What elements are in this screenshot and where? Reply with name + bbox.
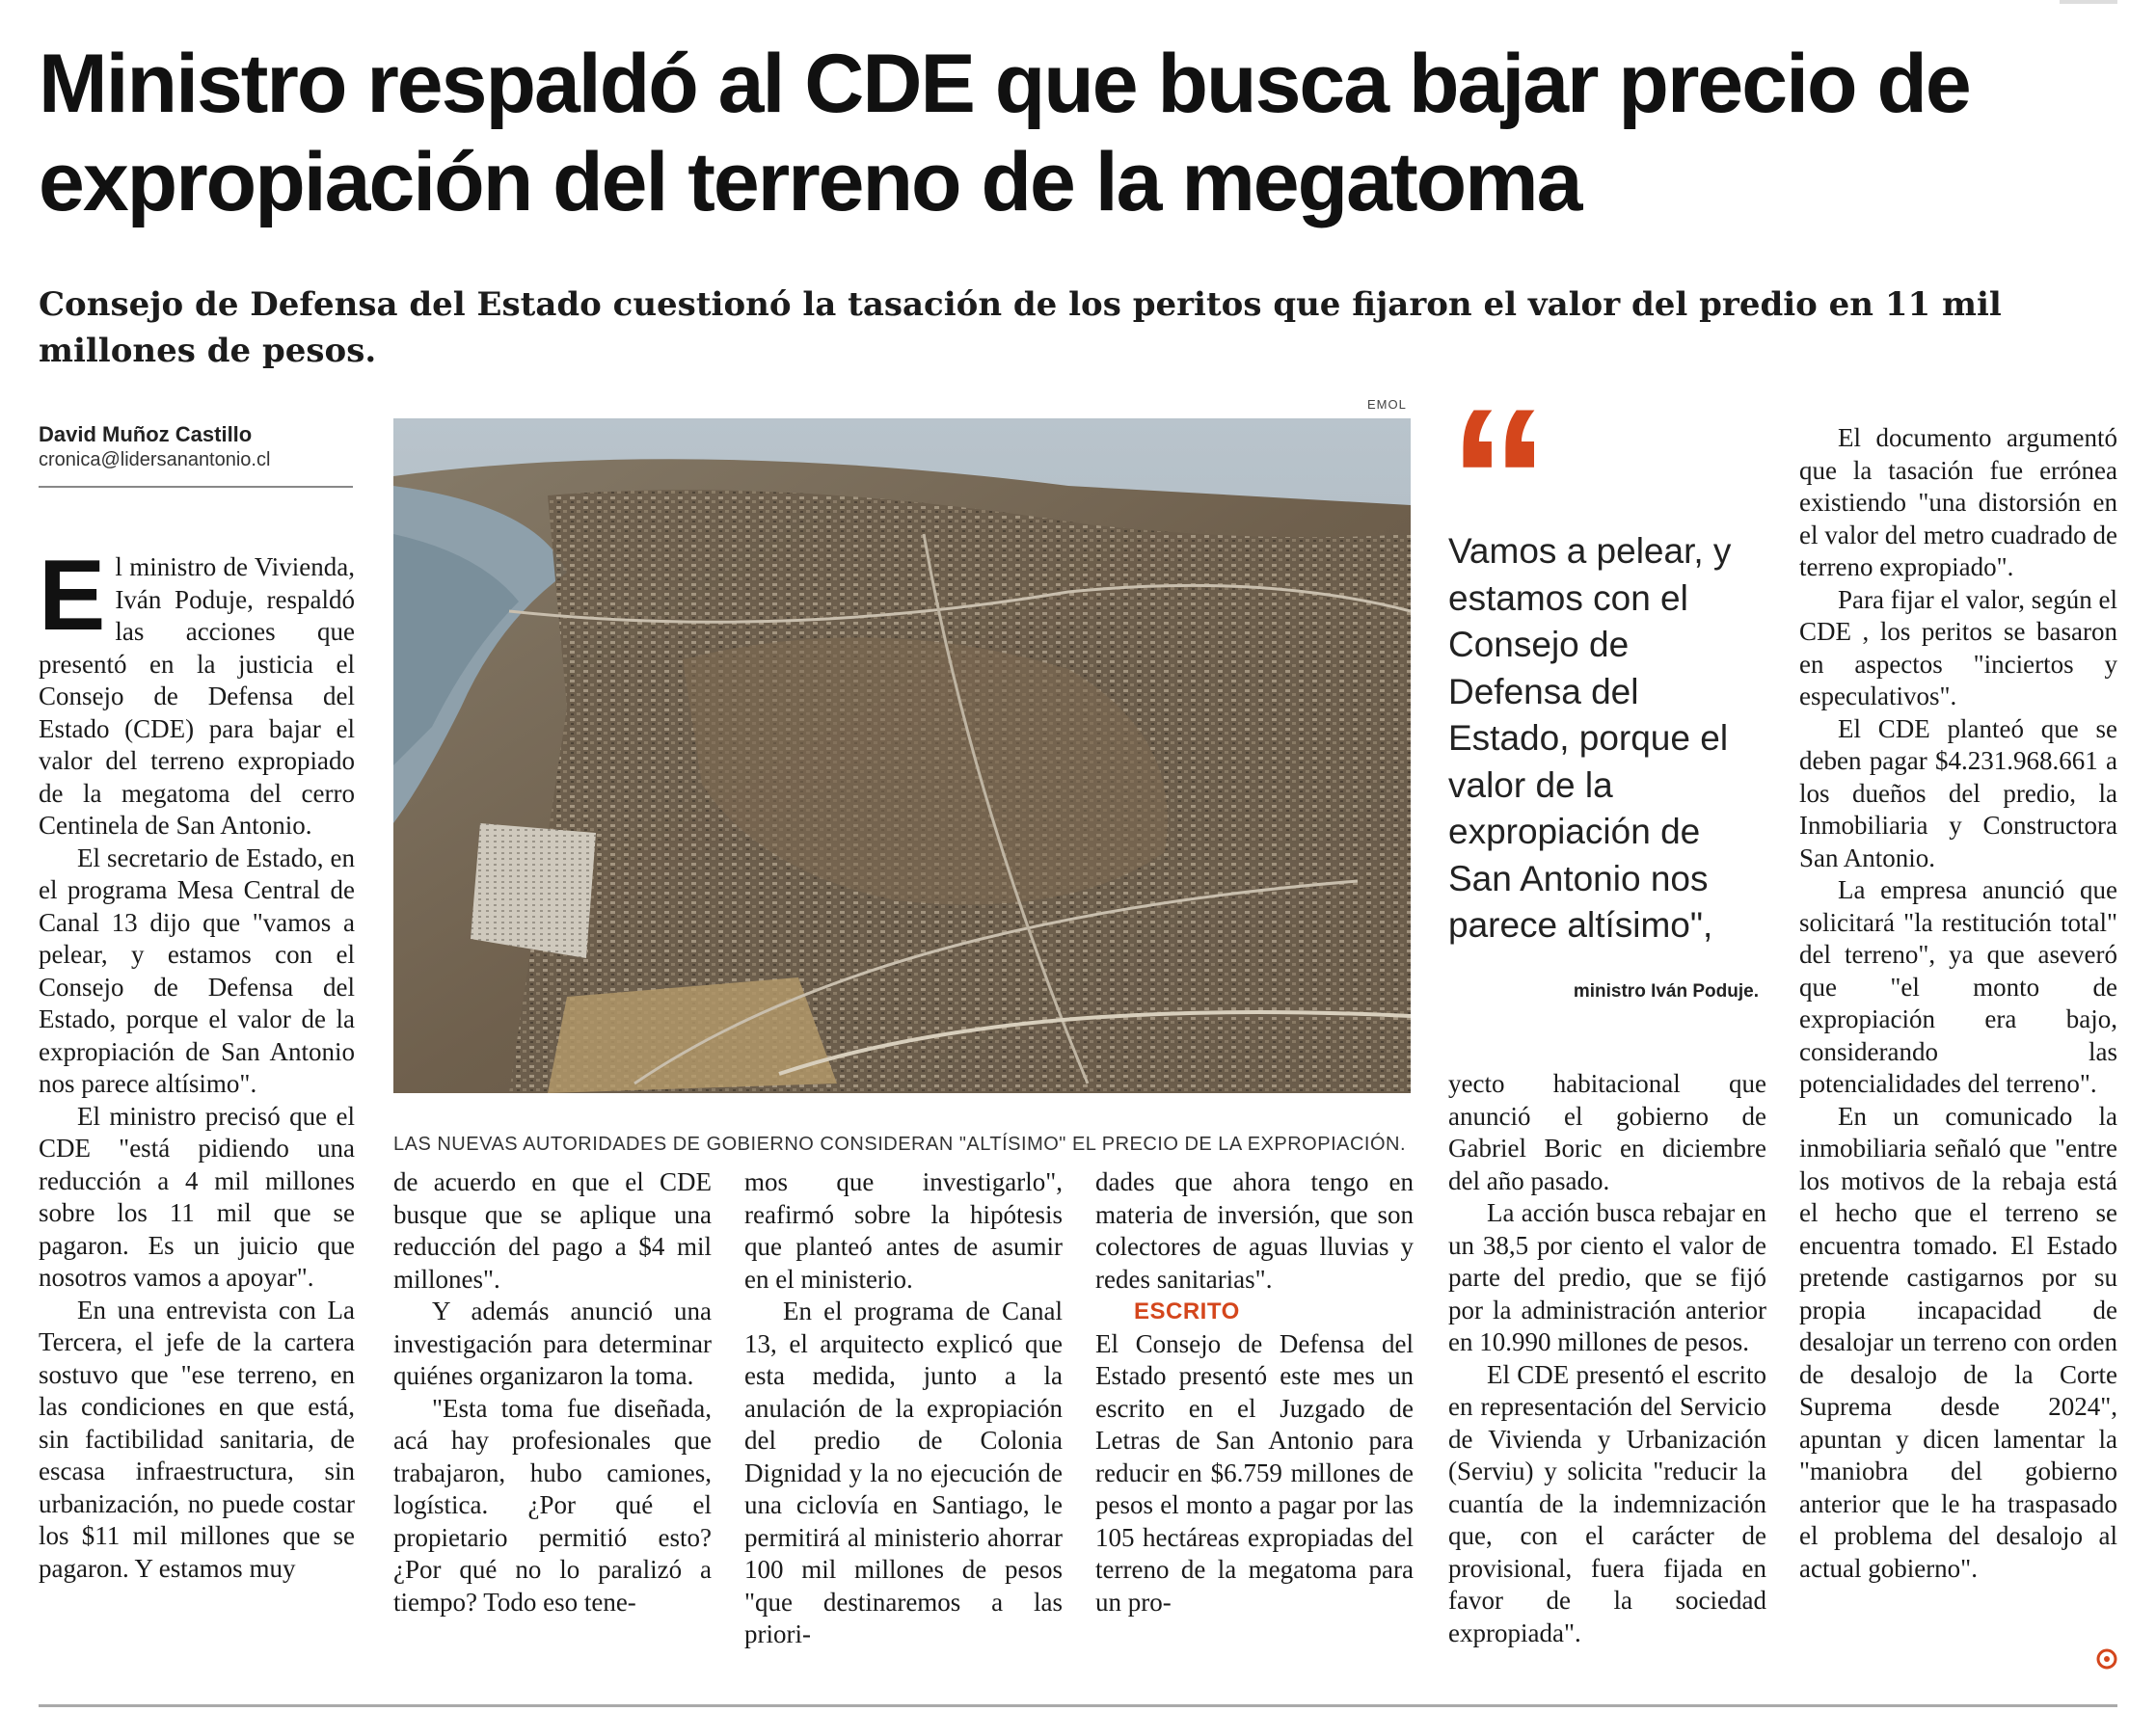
column-4	[1095, 1166, 1414, 1618]
paragraph: El CDE presentó el escrito en representación del Servicio de Vivienda y Urbanización (Serviu) y solicita "reducir la cuantía de la indemnización que, con el carácter de provisional, fuera fijada en favor de la sociedad expropiada".	[1448, 1359, 1766, 1647]
svg-text:“	[1448, 405, 1550, 511]
author-name: David Muñoz Castillo	[39, 422, 253, 446]
paragraph: yecto habitacional que anunció el gobierno de Gabriel Boric en diciembre del año pasado.	[1448, 1069, 1766, 1195]
photo-credit: EMOL	[1367, 397, 1407, 412]
aerial-city-image	[393, 418, 1411, 1093]
headline: Ministro respaldó al CDE que busca bajar precio de expropiación del terreno de la megatoma	[39, 38, 1970, 228]
subheadline: Consejo de Defensa del Estado cuestionó la tasación de los peritos que fijaron el valor del predio en 11 mil millones de pesos.	[39, 285, 2002, 370]
paragraph: Y además anunció una investigación para determinar quiénes organizaron la toma.	[393, 1297, 712, 1390]
paragraph: La acción busca rebajar en un 38,5 por ciento el valor de parte del predio, que se fijó por la administración anterior en 10.990 millones de pesos.	[1448, 1198, 1766, 1356]
paragraph: El ministro precisó que el CDE "está pidiendo una reducción a 4 mil millones sobre los 11 mil que se pagaron. Es un juicio que nosotros vamos a apoyar".	[39, 1101, 355, 1292]
pull-quote: Vamos a pelear, y estamos con el Consejo de Defensa del Estado, porque el valor de la expropiación de San Antonio nos parece altísimo",	[1448, 531, 1732, 945]
paragraph: dades que ahora tengo en materia de inversión, que son colectores de aguas lluvias y redes sanitarias".	[1095, 1167, 1414, 1294]
paragraph: El documento argumentó que la tasación fue errónea existiendo "una distorsión en el valor del metro cuadrado de terreno expropiado".	[1799, 423, 2117, 581]
column-2	[393, 1166, 712, 1618]
column-5	[1448, 1068, 1766, 1649]
column-6	[1799, 422, 2117, 1585]
paragraph: mos que investigarlo", reafirmó sobre la hipótesis que planteó antes de asumir en el ministerio.	[744, 1167, 1063, 1294]
aerial-photo	[393, 418, 1411, 1093]
section-subtitle: ESCRITO	[1134, 1298, 1240, 1324]
paragraph: El secretario de Estado, en el programa Mesa Central de Canal 13 dijo que "vamos a pelear, y estamos con el Consejo de Defensa del Estado, porque el valor de la expropiación de San Antonio nos parece altísimo".	[39, 843, 355, 1098]
paragraph: El CDE planteó que se deben pagar $4.231.968.661 a los dueños del predio, la Inmobiliaria y Constructora San Antonio.	[1799, 713, 2117, 872]
quote-mark-icon	[1448, 405, 1564, 511]
paragraph: l ministro de Vivienda, Iván Poduje, respaldó las acciones que presentó en la justicia el Consejo de Defensa del Estado (CDE) para bajar el valor del terreno expropiado de la megatoma del cerro Centinela de San Antonio.	[39, 552, 355, 840]
paragraph: "Esta toma fue diseñada, acá hay profesionales que trabajaron, hubo camiones, logística. ¿Por qué el propietario permitió esto? ¿Por qué no lo paralizó a tiempo? Todo eso tene-	[393, 1393, 712, 1617]
author-email[interactable]: cronica@lidersanantonio.cl	[39, 449, 271, 470]
column-1	[39, 540, 355, 1585]
column-3	[744, 1166, 1063, 1651]
paragraph: En un comunicado la inmobiliaria señaló que "entre los motivos de la rebaja está el hecho que el terreno se encuentra tomado. El Estado pretende castigarnos por su propia incapacidad de desalojar un terreno con orden de desalojo de la Corte Suprema desde 2024", apuntan y dicen lamentar la "maniobra del gobierno anterior que le ha traspasado el problema del desalojo al actual gobierno".	[1799, 1101, 2117, 1583]
bottom-rule	[39, 1704, 2117, 1707]
paragraph: La empresa anunció que solicitará "la restitución total" del terreno", ya que aseveró que "el monto de expropiación era bajo, considerando las potencialidades del terreno".	[1799, 875, 2117, 1098]
paragraph: de acuerdo en que el CDE busque que se aplique una reducción del pago a $4 mil millones".	[393, 1167, 712, 1294]
paragraph: Para fijar el valor, según el CDE , los peritos se basaron en aspectos "inciertos y especulativos".	[1799, 584, 2117, 710]
end-of-article-icon	[2096, 1648, 2117, 1674]
top-edge-strip	[2060, 0, 2117, 4]
paragraph: En una entrevista con La Tercera, el jefe de la cartera sostuvo que "ese terreno, en las condiciones en que está, sin factibilidad sanitaria, de escasa infraestructura, sin urbanización, no puede costar los $11 mil millones que se pagaron. Y estamos muy	[39, 1295, 355, 1583]
byline-divider	[39, 486, 353, 488]
paragraph: En el programa de Canal 13, el arquitecto explicó que esta medida, junto a la anulación de la expropiación del predio de Colonia Dignidad y la no ejecución de una ciclovía en Santiago, le permitirá al ministerio ahorrar 100 mil millones de pesos "que destinaremos a las priori-	[744, 1297, 1063, 1648]
photo-caption: LAS NUEVAS AUTORIDADES DE GOBIERNO CONSIDERAN "ALTÍSIMO" EL PRECIO DE LA EXPROPIACIÓN.	[393, 1134, 1407, 1155]
pull-quote-author: ministro Iván Poduje.	[1573, 981, 1759, 1002]
drop-cap: E	[39, 540, 106, 652]
paragraph: El Consejo de Defensa del Estado presentó este mes un escrito en el Juzgado de Letras de San Antonio para reducir en $6.759 millones de pesos el monto a pagar por las 105 hectáreas expropiadas del terreno de la megatoma para un pro-	[1095, 1328, 1414, 1617]
